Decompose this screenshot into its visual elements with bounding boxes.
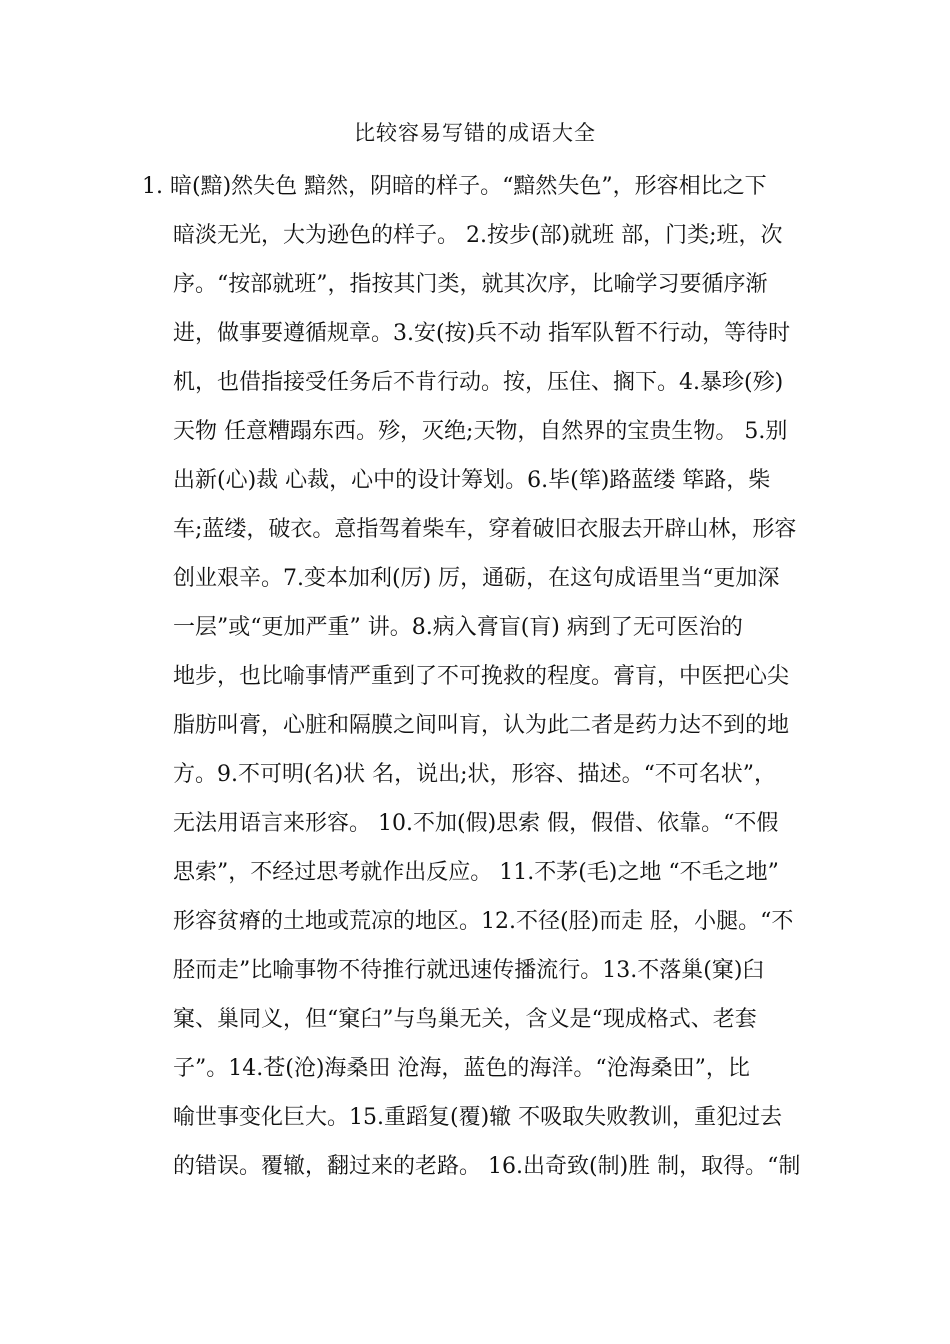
text-line: 进，做事要遵循规章。3.安(按)兵不动 指军队暂不行动，等待时 <box>173 321 791 346</box>
text-line: 脂肪叫膏，心脏和隔膜之间叫肓，认为此二者是药力达不到的地 <box>173 713 790 738</box>
text-line: 创业艰辛。7.变本加利(厉) 厉，通砺，在这句成语里当“更加深 <box>173 566 780 591</box>
text-line: 思索”，不经过思考就作出反应。 11.不茅(毛)之地 “不毛之地” <box>173 860 779 885</box>
text-line: 的错误。覆辙，翻过来的老路。 16.出奇致(制)胜 制，取得。“制 <box>173 1154 801 1179</box>
text-line: 喻世事变化巨大。15.重蹈复(覆)辙 不吸取失败教训，重犯过去 <box>173 1105 783 1130</box>
text-line: 序。“按部就班”，指按其门类，就其次序，比喻学习要循序渐 <box>173 272 768 297</box>
document-title: 比较容易写错的成语大全 <box>354 121 596 145</box>
text-line: 车;蓝缕，破衣。意指驾着柴车，穿着破旧衣服去开辟山林，形容 <box>173 517 797 542</box>
text-line: 形容贫瘠的土地或荒凉的地区。12.不径(胫)而走 胫，小腿。“不 <box>173 909 794 934</box>
text-line: 地步，也比喻事情严重到了不可挽救的程度。膏肓，中医把心尖 <box>173 664 790 689</box>
text-line: 胫而走”比喻事物不待推行就迅速传播流行。13.不落巢(窠)臼 <box>173 958 765 983</box>
text-line: 1. 暗(黯)然失色 黯然，阴暗的样子。“黯然失色”，形容相比之下 <box>142 174 767 199</box>
text-line: 天物 任意糟蹋东西。殄，灭绝;天物，自然界的宝贵生物。 5.别 <box>173 419 788 444</box>
text-line: 无法用语言来形容。 10.不加(假)思索 假，假借、依靠。“不假 <box>173 811 779 836</box>
text-line: 机，也借指接受任务后不肯行动。按，压住、搁下。4.暴珍(殄) <box>173 370 784 395</box>
text-line: 一层”或“更加严重” 讲。8.病入膏盲(肓) 病到了无可医治的 <box>173 615 743 640</box>
text-line: 窠、巢同义，但“窠臼”与鸟巢无关，含义是“现成格式、老套 <box>173 1007 757 1032</box>
text-line: 方。9.不可明(名)状 名，说出;状，形容、描述。“不可名状”， <box>173 762 777 787</box>
text-line: 出新(心)裁 心裁，心中的设计筹划。6.毕(筚)路蓝缕 筚路，柴 <box>173 468 771 493</box>
text-line: 暗淡无光，大为逊色的样子。 2.按步(部)就班 部，门类;班，次 <box>173 223 783 248</box>
text-line: 子”。14.苍(沧)海桑田 沧海，蓝色的海洋。“沧海桑田”，比 <box>173 1056 750 1081</box>
